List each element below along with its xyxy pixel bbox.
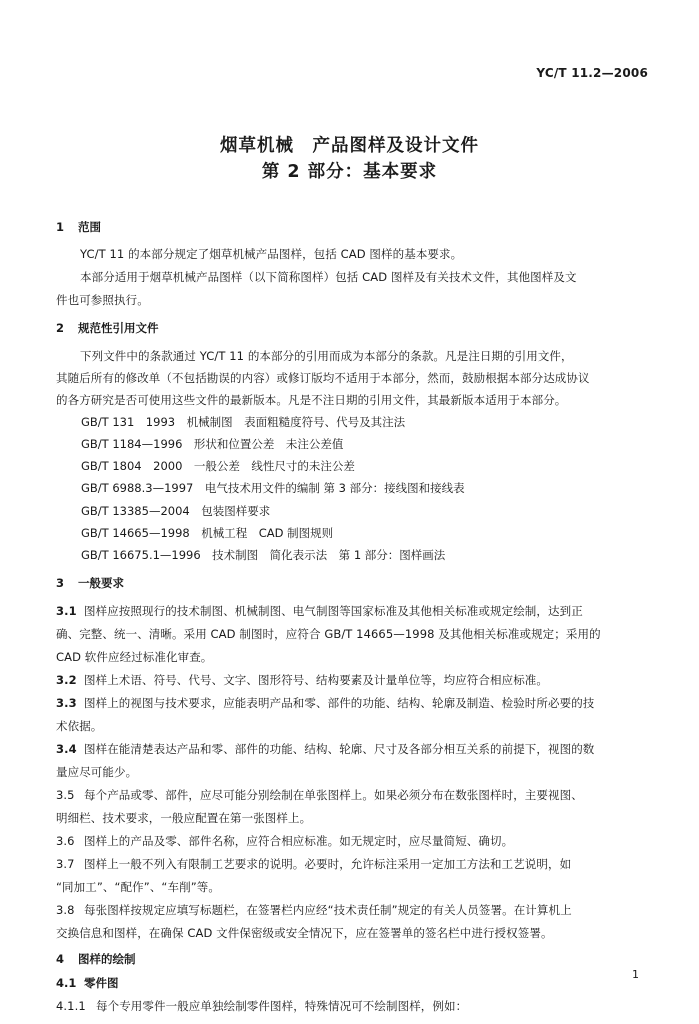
normative-reference: GB/T 1184—1996 形状和位置公差 未注公差值 <box>81 437 344 451</box>
paragraph-line: 交换信息和图样，在确保 CAD 文件保密级或安全情况下，应在签署单的签名栏中进行授权签署。 <box>56 926 553 940</box>
clause-3-4-line <box>56 741 650 757</box>
clause-text: 图样上一般不列入有限制工艺要求的说明。必要时，允许标注采用一定加工方法和工艺说明，如 <box>84 857 572 871</box>
section-title: 一般要求 <box>78 576 124 590</box>
clause-text: 图样上的产品及零、部件名称，应符合相应标准。如无规定时，应尽量简短、确切。 <box>84 834 514 848</box>
clause-3-7-line <box>56 856 650 872</box>
clause-3-3-line <box>56 695 650 711</box>
paragraph-line: “同加工”、“配作”、“车削”等。 <box>56 880 220 894</box>
normative-reference: GB/T 13385—2004 包装图样要求 <box>81 504 271 518</box>
clause-number: 3.4 <box>56 742 77 756</box>
normative-reference: GB/T 131 1993 机械制图 表面粗糙度符号、代号及其注法 <box>81 415 406 429</box>
clause-4-1-heading <box>56 975 119 991</box>
paragraph-line: 术依据。 <box>56 719 103 733</box>
paragraph-line: 量应尽可能少。 <box>56 765 138 779</box>
paragraph-line: 件也可参照执行。 <box>56 293 149 307</box>
section-title: 范围 <box>78 220 101 234</box>
clause-number: 3.6 <box>56 834 75 848</box>
standard-code: YC/T 11.2—2006 <box>536 66 648 80</box>
clause-text: 图样应按照现行的技术制图、机械制图、电气制图等国家标准及其他相关标准或规定绘制，达到正 <box>84 604 583 618</box>
section-number: 2 <box>56 321 65 335</box>
clause-3-1-line <box>56 603 650 619</box>
normative-reference: GB/T 16675.1—1996 技术制图 简化表示法 第 1 部分：图样画法 <box>81 548 446 562</box>
clause-3-5-line <box>56 787 650 803</box>
clause-3-8-line <box>56 902 650 918</box>
section-1-heading <box>56 219 101 235</box>
normative-reference: GB/T 1804 2000 一般公差 线性尺寸的未注公差 <box>81 459 355 473</box>
document-title: 烟草机械 产品图样及设计文件 <box>220 136 479 156</box>
paragraph-line: 明细栏、技术要求，一般应配置在第一张图样上。 <box>56 811 312 825</box>
clause-text: 每个专用零件一般应单独绘制零件图样，特殊情况可不绘制图样，例如： <box>96 999 468 1013</box>
section-number: 3 <box>56 576 65 590</box>
clause-title: 零件图 <box>84 976 119 990</box>
clause-number: 3.3 <box>56 696 77 710</box>
clause-3-6-line <box>56 833 650 849</box>
section-number: 1 <box>56 220 65 234</box>
clause-number: 4.1.1 <box>56 999 86 1013</box>
clause-number: 3.1 <box>56 604 77 618</box>
paragraph-line: 下列文件中的条款通过 YC/T 11 的本部分的引用而成为本部分的条款。凡是注日期的引用文件， <box>80 349 573 363</box>
clause-number: 3.8 <box>56 903 75 917</box>
paragraph-line: 确、完整、统一、清晰。采用 CAD 制图时，应符合 GB/T 14665—1998 及其他相关标准或规定；采用的 <box>56 627 601 641</box>
paragraph-line: CAD 软件应经过标准化审查。 <box>56 650 213 664</box>
clause-4-1-1-line <box>56 998 650 1014</box>
clause-text: 每张图样按规定应填写标题栏，在签署栏内应经“技术责任制”规定的有关人员签署。在计算机上 <box>84 903 572 917</box>
paragraph-line: 其随后所有的修改单（不包括勘误的内容）或修订版均不适用于本部分，然而，鼓励根据本部分达成协议 <box>56 371 590 385</box>
section-number: 4 <box>56 952 65 966</box>
clause-3-2-line <box>56 672 650 688</box>
clause-number: 3.7 <box>56 857 75 871</box>
section-title: 规范性引用文件 <box>78 321 159 335</box>
section-title: 图样的绘制 <box>78 952 136 966</box>
clause-text: 每个产品或零、部件，应尽可能分别绘制在单张图样上。如果必须分布在数张图样时，主要视图、 <box>84 788 583 802</box>
section-2-heading <box>56 320 159 336</box>
clause-number: 3.2 <box>56 673 77 687</box>
section-4-heading <box>56 951 136 967</box>
normative-reference: GB/T 14665—1998 机械工程 CAD 制图规则 <box>81 526 334 540</box>
clause-number: 4.1 <box>56 976 77 990</box>
paragraph-line: 的各方研究是否可使用这些文件的最新版本。凡是不注日期的引用文件，其最新版本适用于本部分。 <box>56 393 567 407</box>
normative-reference: GB/T 6988.3—1997 电气技术用文件的编制 第 3 部分：接线图和接线表 <box>81 481 465 495</box>
clause-text: 图样在能清楚表达产品和零、部件的功能、结构、轮廓、尺寸及各部分相互关系的前提下，视图的数 <box>84 742 595 756</box>
paragraph-line: YC/T 11 的本部分规定了烟草机械产品图样，包括 CAD 图样的基本要求。 <box>80 247 463 261</box>
clause-text: 图样上术语、符号、代号、文字、图形符号、结构要素及计量单位等，均应符合相应标准。 <box>84 673 548 687</box>
paragraph-line: 本部分适用于烟草机械产品图样（以下简称图样）包括 CAD 图样及有关技术文件，其他图样及文 <box>80 270 577 284</box>
page-number: 1 <box>632 968 639 981</box>
clause-text: 图样上的视图与技术要求，应能表明产品和零、部件的功能、结构、轮廓及制造、检验时所必要的技 <box>84 696 595 710</box>
section-3-heading <box>56 575 124 591</box>
clause-number: 3.5 <box>56 788 75 802</box>
document-subtitle: 第 2 部分：基本要求 <box>261 162 438 182</box>
